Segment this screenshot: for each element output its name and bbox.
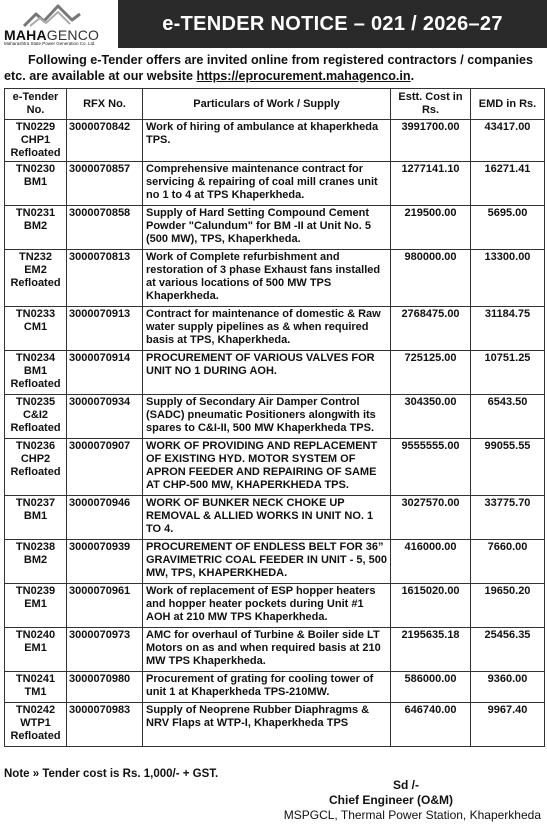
emd-cell: 13300.00 [471, 250, 545, 307]
table-row [5, 584, 545, 628]
etender-no-cell: TN0235 C&I2 Refloated [5, 395, 67, 439]
emd-cell: 16271.41 [471, 162, 545, 206]
etender-no-cell: TN0237 BM1 [5, 496, 67, 540]
signature-designation: Chief Engineer (O&M) [328, 793, 453, 807]
rfx-no-cell: 3000070914 [67, 351, 143, 395]
tender-cost-note: Note » Tender cost is Rs. 1,000/- + GST. [4, 768, 219, 780]
estt-cost-cell: 725125.00 [391, 351, 471, 395]
eprocurement-link[interactable]: https://eprocurement.mahagenco.in [196, 69, 411, 83]
notice-title: e-TENDER NOTICE – 021 / 2026–27 [162, 12, 503, 35]
table-row [5, 672, 545, 703]
table-row [5, 496, 545, 540]
tender-table [4, 88, 545, 747]
particulars-cell: PROCUREMENT OF ENDLESS BELT FOR 36” GRAVIMETRIC COAL FEEDER IN UNIT - 5, 500 MW, TPS, KHAPERKHEDA. [143, 540, 391, 584]
etender-no-cell: TN0233 CM1 [5, 307, 67, 351]
etender-no-cell: TN0236 CHP2 Refloated [5, 439, 67, 496]
etender-no-cell: TN0241 TM1 [5, 672, 67, 703]
particulars-cell: Work of Complete refurbishment and restoration of 3 phase Exhaust fans installed at various locations of 500 MW TPS Khaperkheda. [143, 250, 391, 307]
etender-no-cell: TN0229 CHP1 Refloated [5, 120, 67, 162]
table-row [5, 120, 545, 162]
header-estt-cost: Estt. Cost in Rs. [391, 89, 471, 120]
rfx-no-cell: 3000070907 [67, 439, 143, 496]
table-row [5, 395, 545, 439]
estt-cost-cell: 3027570.00 [391, 496, 471, 540]
etender-no-cell: TN0231 BM2 [5, 206, 67, 250]
particulars-cell: Supply of Secondary Air Damper Control (SADC) pneumatic Positioners alongwith its spares to C&I-II, 500 MW Khaperkheda TPS. [143, 395, 391, 439]
particulars-cell: Supply of Hard Setting Compound Cement Powder "Calundum" for BM -II at Unit No. 5 (500 MW), TPS, Khaperkheda. [143, 206, 391, 250]
table-row [5, 628, 545, 672]
mountain-logo-icon [22, 4, 82, 28]
table-header-row [5, 89, 545, 120]
rfx-no-cell: 3000070913 [67, 307, 143, 351]
particulars-cell: Work of hiring of ambulance at khaperkheda TPS. [143, 120, 391, 162]
rfx-no-cell: 3000070946 [67, 496, 143, 540]
emd-cell: 7660.00 [471, 540, 545, 584]
estt-cost-cell: 2768475.00 [391, 307, 471, 351]
intro-paragraph [4, 52, 544, 84]
etender-no-cell: TN0230 BM1 [5, 162, 67, 206]
estt-cost-cell: 9555555.00 [391, 439, 471, 496]
emd-cell: 33775.70 [471, 496, 545, 540]
rfx-no-cell: 3000070934 [67, 395, 143, 439]
particulars-cell: AMC for overhaul of Turbine & Boiler side LT Motors on as and when required basis at 210 MW TPS Khaperkheda. [143, 628, 391, 672]
header-rfx-no: RFX No. [67, 89, 143, 120]
table-row [5, 351, 545, 395]
rfx-no-cell: 3000070983 [67, 703, 143, 747]
rfx-no-cell: 3000070858 [67, 206, 143, 250]
particulars-cell: WORK OF PROVIDING AND REPLACEMENT OF EXISTING HYD. MOTOR SYSTEM OF APRON FEEDER AND REPAIRING OF SAME AT CHP-500 MW, KHAPERKHEDA TPS. [143, 439, 391, 496]
table-row [5, 250, 545, 307]
estt-cost-cell: 2195635.18 [391, 628, 471, 672]
intro-tail: . [410, 69, 415, 83]
rfx-no-cell: 3000070842 [67, 120, 143, 162]
particulars-cell: Supply of Neoprene Rubber Diaphragms & NRV Flaps at WTP-I, Khaperkheda TPS [143, 703, 391, 747]
table-row [5, 703, 545, 747]
signature-office: MSPGCL, Thermal Power Station, Khaperkheda [283, 808, 541, 822]
signature-block [241, 778, 541, 823]
estt-cost-cell: 980000.00 [391, 250, 471, 307]
rfx-no-cell: 3000070961 [67, 584, 143, 628]
table-row [5, 307, 545, 351]
rfx-no-cell: 3000070939 [67, 540, 143, 584]
rfx-no-cell: 3000070813 [67, 250, 143, 307]
table-row [5, 439, 545, 496]
estt-cost-cell: 219500.00 [391, 206, 471, 250]
estt-cost-cell: 646740.00 [391, 703, 471, 747]
etender-no-cell: TN232 EM2 Refloated [5, 250, 67, 307]
logo-tagline: Maharashtra State Power Generation Co. Ltd. [4, 41, 96, 46]
emd-cell: 9360.00 [471, 672, 545, 703]
etender-no-cell: TN0238 BM2 [5, 540, 67, 584]
emd-cell: 9967.40 [471, 703, 545, 747]
emd-cell: 10751.25 [471, 351, 545, 395]
intro-text: Following e-Tender offers are invited online from registered contractors / companies etc. are available at our website [4, 53, 534, 83]
emd-cell: 31184.75 [471, 307, 545, 351]
title-bar [118, 0, 547, 48]
rfx-no-cell: 3000070857 [67, 162, 143, 206]
rfx-no-cell: 3000070973 [67, 628, 143, 672]
particulars-cell: Comprehensive maintenance contract for servicing & repairing of coal mill cranes unit no 1 to 4 at TPS Khaperkheda. [143, 162, 391, 206]
estt-cost-cell: 304350.00 [391, 395, 471, 439]
estt-cost-cell: 3991700.00 [391, 120, 471, 162]
rfx-no-cell: 3000070980 [67, 672, 143, 703]
header-emd: EMD in Rs. [471, 89, 545, 120]
particulars-cell: Procurement of grating for cooling tower of unit 1 at Khaperkheda TPS-210MW. [143, 672, 391, 703]
particulars-cell: Work of replacement of ESP hopper heaters and hopper heater pockets during Unit #1 AOH at 210 MW TPS Khaperkheda. [143, 584, 391, 628]
table-row [5, 206, 545, 250]
etender-no-cell: TN0240 EM1 [5, 628, 67, 672]
logo-brand-sub: GENCO [46, 27, 100, 43]
emd-cell: 6543.50 [471, 395, 545, 439]
etender-no-cell: TN0239 EM1 [5, 584, 67, 628]
particulars-cell: Contract for maintenance of domestic & Raw water supply pipelines as & when required basis at TPS, Khaperkheda. [143, 307, 391, 351]
table-row [5, 162, 545, 206]
logo-brand-main: MAHA [4, 27, 47, 43]
etender-no-cell: TN0242 WTP1 Refloated [5, 703, 67, 747]
emd-cell: 43417.00 [471, 120, 545, 162]
signature-sd: Sd /- [393, 778, 419, 792]
header-particulars: Particulars of Work / Supply [143, 89, 391, 120]
emd-cell: 99055.55 [471, 439, 545, 496]
estt-cost-cell: 1277141.10 [391, 162, 471, 206]
particulars-cell: WORK OF BUNKER NECK CHOKE UP REMOVAL & ALLIED WORKS IN UNIT NO. 1 TO 4. [143, 496, 391, 540]
estt-cost-cell: 586000.00 [391, 672, 471, 703]
estt-cost-cell: 1615020.00 [391, 584, 471, 628]
header [0, 0, 547, 48]
emd-cell: 19650.20 [471, 584, 545, 628]
estt-cost-cell: 416000.00 [391, 540, 471, 584]
emd-cell: 5695.00 [471, 206, 545, 250]
header-etender-no: e-Tender No. [5, 89, 67, 120]
particulars-cell: PROCUREMENT OF VARIOUS VALVES FOR UNIT NO 1 DURING AOH. [143, 351, 391, 395]
table-row [5, 540, 545, 584]
mahagenco-logo [0, 0, 118, 48]
etender-no-cell: TN0234 BM1 Refloated [5, 351, 67, 395]
emd-cell: 25456.35 [471, 628, 545, 672]
